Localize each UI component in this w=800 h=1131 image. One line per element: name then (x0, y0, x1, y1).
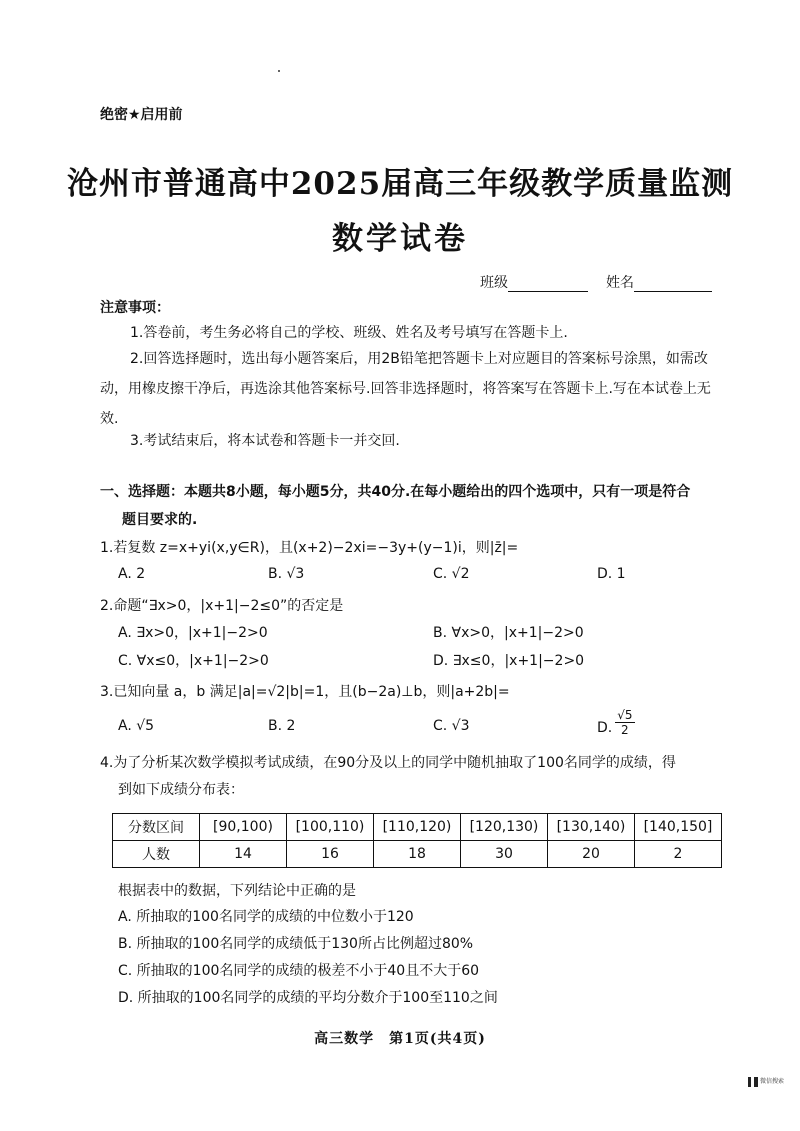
question-4-option-d: D. 所抽取的100名同学的成绩的平均分数介于100至110之间 (118, 990, 498, 1006)
table-row (113, 814, 722, 841)
question-2-option-d: D. ∃x≤0，|x+1|−2>0 (433, 653, 585, 669)
table-row (113, 841, 722, 868)
interval-cell: [100,110) (287, 814, 374, 841)
section-heading-line1: 一、选择题：本题共8小题，每小题5分，共40分.在每小题给出的四个选项中，只有一项是符合 (100, 484, 691, 500)
student-info-row (480, 272, 712, 292)
watermark-text: 微信搜索 (760, 1078, 785, 1085)
exam-subtitle: 数学试卷 (332, 221, 468, 257)
count-cell: 30 (461, 841, 548, 868)
row-label-count: 人数 (113, 841, 200, 868)
section-heading-line2: 题目要求的. (122, 512, 198, 528)
question-2-option-a: A. ∃x>0，|x+1|−2>0 (118, 625, 268, 641)
fraction-numerator: √5 (617, 708, 633, 722)
notice-item-3: 3.考试结束后，将本试卷和答题卡一并交回. (130, 433, 400, 449)
class-blank (508, 277, 588, 292)
page-footer: 高三数学 第1页(共4页) (314, 1031, 486, 1047)
question-3-option-a: A. √5 (118, 718, 155, 734)
question-4-option-a: A. 所抽取的100名同学的成绩的中位数小于120 (118, 909, 414, 925)
section-heading (100, 478, 720, 534)
name-label: 姓名 (606, 275, 634, 291)
question-3-option-d-label: D. (597, 719, 613, 736)
question-1-option-d: D. 1 (597, 566, 626, 582)
count-cell: 2 (635, 841, 722, 868)
score-distribution-table (112, 813, 722, 868)
class-label: 班级 (480, 275, 508, 291)
question-4-option-c: C. 所抽取的100名同学的成绩的极差不小于40且不大于60 (118, 963, 480, 979)
question-4-stem-line2: 到如下成绩分布表： (118, 782, 244, 798)
watermark-logo (748, 1076, 784, 1087)
notice-heading: 注意事项： (100, 300, 170, 316)
question-4-lead: 根据表中的数据，下列结论中正确的是 (118, 883, 356, 899)
question-4-stem-line1: 4.为了分析某次数学模拟考试成绩，在90分及以上的同学中随机抽取了100名同学的成绩，得 (100, 755, 676, 771)
question-3-option-c: C. √3 (433, 718, 470, 734)
count-cell: 14 (200, 841, 287, 868)
interval-cell: [90,100) (200, 814, 287, 841)
question-3-stem: 3.已知向量 a，b 满足|a|=√2|b|=1，且(b−2a)⊥b，则|a+2b|= (100, 684, 510, 700)
scan-dot (278, 70, 280, 72)
count-cell: 20 (548, 841, 635, 868)
question-1-option-a: A. 2 (118, 566, 146, 582)
count-cell: 16 (287, 841, 374, 868)
count-cell: 18 (374, 841, 461, 868)
question-1-option-c: C. √2 (433, 566, 470, 582)
question-2-option-c: C. ∀x≤0，|x+1|−2>0 (118, 653, 269, 669)
question-4-option-b: B. 所抽取的100名同学的成绩低于130所占比例超过80% (118, 936, 474, 952)
question-3-option-d (597, 708, 635, 737)
fraction (615, 708, 634, 737)
notice-item-1: 1.答卷前，考生务必将自己的学校、班级、姓名及考号填写在答题卡上. (130, 325, 568, 341)
interval-cell: [110,120) (374, 814, 461, 841)
question-1-option-b: B. √3 (268, 566, 305, 582)
row-label-interval: 分数区间 (113, 814, 200, 841)
notice-item-2: 2.回答选择题时，选出每小题答案后，用2B铅笔把答题卡上对应题目的答案标号涂黑，如需改动，用橡皮擦干净后，再选涂其他答案标号.回答非选择题时，将答案写在答题卡上.写在本试卷上无效. (100, 351, 711, 427)
question-1-stem: 1.若复数 z=x+yi(x,y∈R)，且(x+2)−2xi=−3y+(y−1)i，则|z̄|= (100, 540, 519, 556)
interval-cell: [120,130) (461, 814, 548, 841)
question-2-stem: 2.命题“∃x>0，|x+1|−2≤0”的否定是 (100, 598, 344, 614)
confidential-mark: 绝密★启用前 (100, 107, 183, 123)
fraction-denominator: 2 (621, 723, 629, 737)
question-2-option-b: B. ∀x>0，|x+1|−2>0 (433, 625, 584, 641)
interval-cell: [130,140) (548, 814, 635, 841)
interval-cell: [140,150] (635, 814, 722, 841)
qr-icon (748, 1077, 758, 1087)
exam-title: 沧州市普通高中2025届高三年级教学质量监测 (66, 166, 734, 202)
name-blank (634, 277, 712, 292)
question-3-option-b: B. 2 (268, 718, 296, 734)
